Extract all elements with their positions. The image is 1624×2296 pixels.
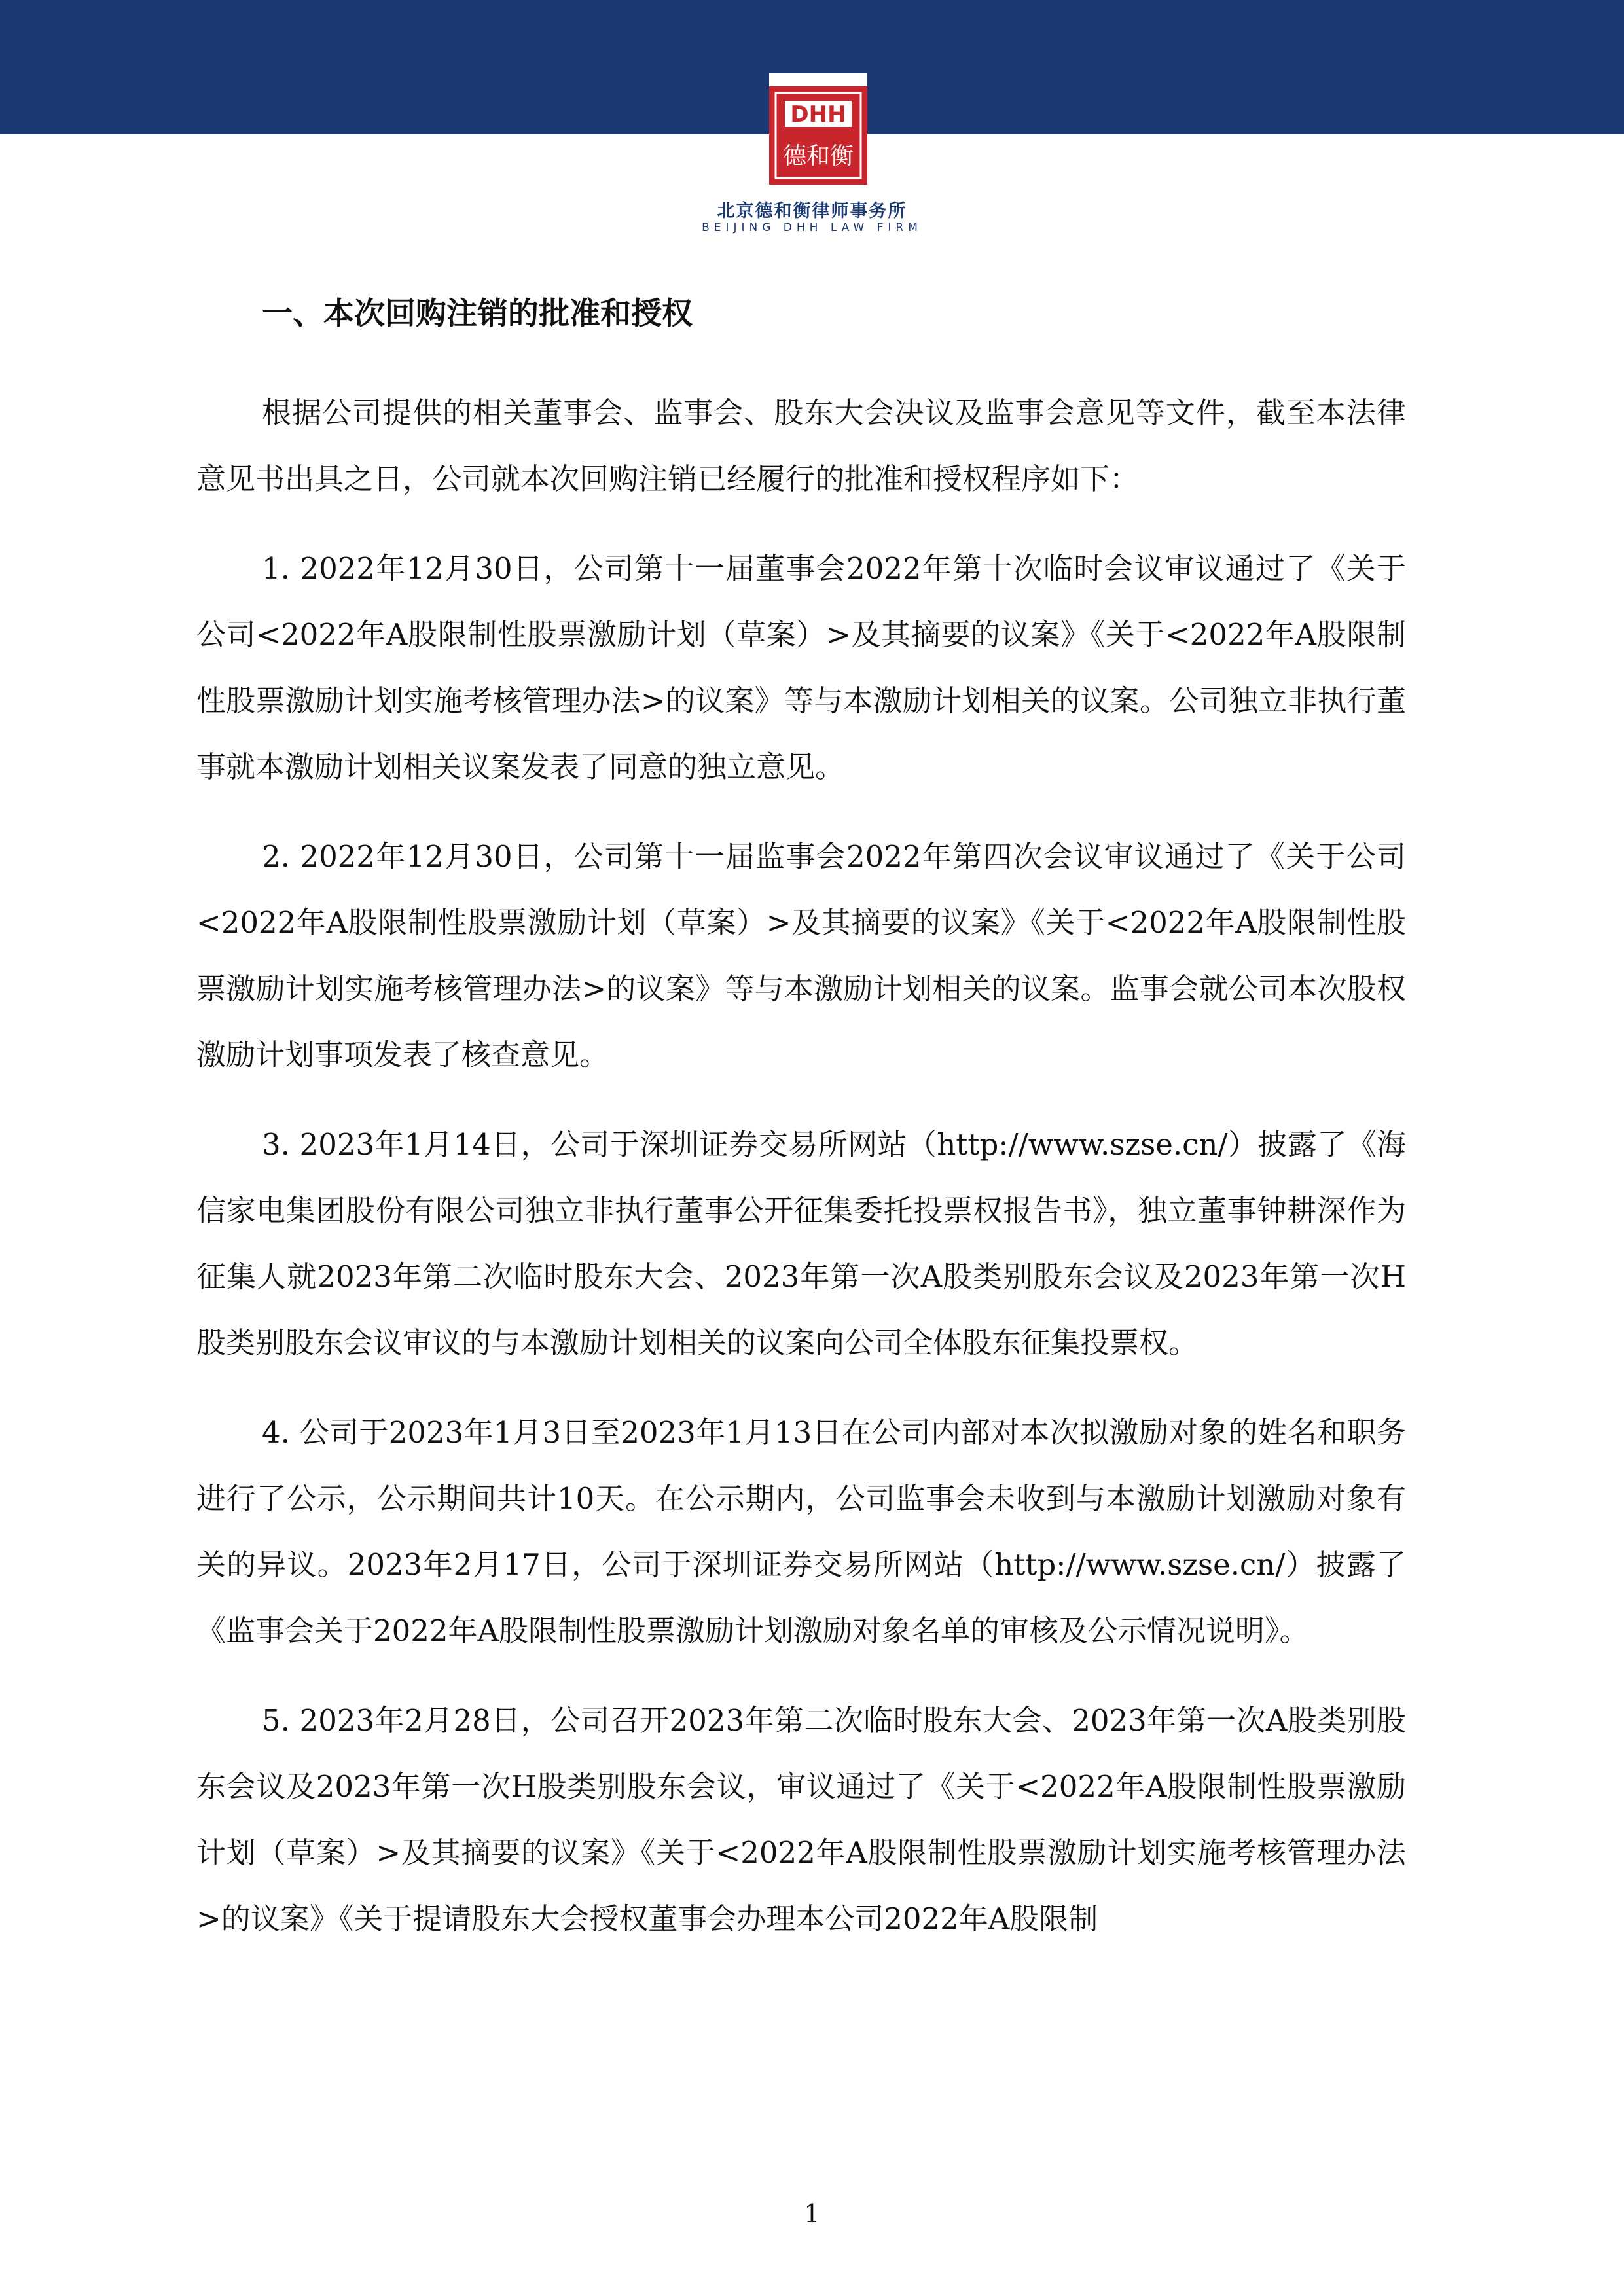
firm-name-chinese: 北京德和衡律师事务所 [717,201,907,221]
firm-name-english: BEIJING DHH LAW FIRM [702,221,922,234]
list-item: 5. 2023年2月28日，公司召开2023年第二次临时股东大会、2023年第一次A股类别股东会议及2023年第一次H股类别股东会议，审议通过了《关于<2022年A股限制性股票激励计划（草案）>及其摘要的议案》《关于<2022年A股限制性股票激励计划实施考核管理办法>的议案》《关于提请股东大会授权董事会办理本公司2022年A股限制 [196,1703,1406,1936]
list-item: 1. 2022年12月30日，公司第十一届董事会2022年第十次临时会议审议通过了《关于公司<2022年A股限制性股票激励计划（草案）>及其摘要的议案》《关于<2022年A股限制性股票激励计划实施考核管理办法>的议案》等与本激励计划相关的议案。公司独立非执行董事就本激励计划相关议案发表了同意的独立意见。 [196,551,1406,784]
intro-paragraph: 根据公司提供的相关董事会、监事会、股东大会决议及监事会意见等文件，截至本法律意见书出具之日，公司就本次回购注销已经履行的批准和授权程序如下： [196,395,1406,496]
logo-text: DHH [790,101,846,128]
page-number: 1 [804,2199,820,2228]
firm-logo-icon [769,86,867,185]
document-body [196,268,1406,1975]
section-heading: 一、本次回购注销的批准和授权 [262,296,693,332]
logo-calligraphy: 德和衡 [782,143,854,170]
list-item: 3. 2023年1月14日，公司于深圳证券交易所网站（http://www.szse.cn/）披露了《海信家电集团股份有限公司独立非执行董事公开征集委托投票权报告书》，独立董事钟耕深作为征集人就2023年第二次临时股东大会、2023年第一次A股类别股东会议及2023年第一次H股类别股东会议审议的与本激励计划相关的议案向公司全体股东征集投票权。 [196,1127,1406,1360]
list-item: 2. 2022年12月30日，公司第十一届监事会2022年第四次会议审议通过了《关于公司<2022年A股限制性股票激励计划（草案）>及其摘要的议案》《关于<2022年A股限制性股票激励计划实施考核管理办法>的议案》等与本激励计划相关的议案。监事会就公司本次股权激励计划事项发表了核查意见。 [196,839,1406,1072]
list-item: 4. 公司于2023年1月3日至2023年1月13日在公司内部对本次拟激励对象的姓名和职务进行了公示，公示期间共计10天。在公示期内，公司监事会未收到与本激励计划激励对象有关的异议。2023年2月17日，公司于深圳证券交易所网站（http://www.szse.cn/）披露了《监事会关于2022年A股限制性股票激励计划激励对象名单的审核及公示情况说明》。 [196,1415,1406,1648]
